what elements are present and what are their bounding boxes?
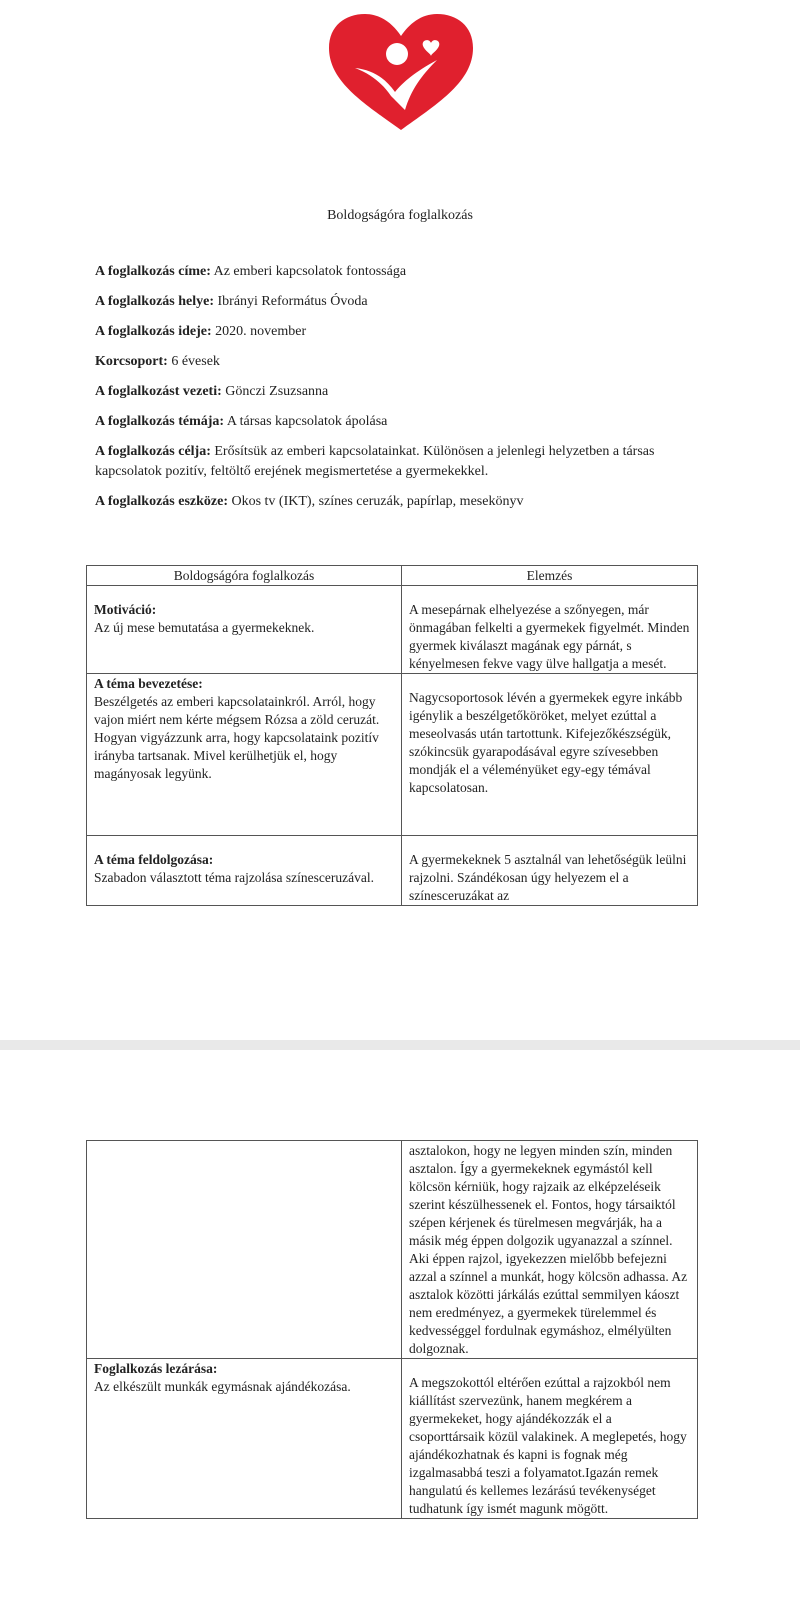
row-heading: A téma feldolgozása: (94, 852, 214, 867)
row-activity-cell (87, 1359, 402, 1519)
field-topic: A foglalkozás témája: A társas kapcsolatok ápolása (95, 414, 388, 429)
row-activity-cell (87, 674, 402, 836)
row-right-text: A gyermekeknek 5 asztalnál van lehetőségük leülni rajzolni. Szándékosan úgy helyezem el a színesceruzákat az (409, 852, 687, 903)
row-activity-cell (87, 836, 402, 906)
row-heading: A téma bevezetése: (94, 676, 203, 691)
field-title: A foglalkozás címe: Az emberi kapcsolatok fontossága (95, 264, 407, 279)
row-activity-cell (87, 586, 402, 674)
row-left-text: Az új mese bemutatása a gyermekeknek. (94, 620, 315, 635)
row-right-text: A mesepárnak elhelyezése a szőnyegen, már önmagában felkelti a gyermekek figyelmét. Minden gyermek kiválaszt magának egy párnát, s kényelmesen fekve vagy ülve hallgatja a mesét. (409, 602, 690, 671)
row-activity-cell (87, 1141, 402, 1359)
field-date: A foglalkozás ideje: 2020. november (95, 324, 307, 339)
activity-table-continued (86, 1140, 698, 1519)
row-analysis-cell (402, 586, 698, 674)
table-header-row (87, 566, 698, 586)
field-tools: A foglalkozás eszköze: Okos tv (IKT), színes ceruzák, papírlap, mesekönyv (95, 494, 524, 509)
row-analysis-cell (402, 1141, 698, 1359)
header-activity: Boldogságóra foglalkozás (87, 566, 402, 586)
table-row (87, 836, 698, 906)
row-right-text: Nagycsoportosok lévén a gyermekek egyre inkább igénylik a beszélgetőköröket, melyet ezúttal a meseolvasás után tartottunk. Kifejezőkészségük, szókincsük gyarapodásával egyre szívesebben mondják el a véleményüket egy-egy témával kapcsolatosan. (409, 690, 683, 795)
row-right-text: asztalokon, hogy ne legyen minden szín, minden asztalon. Így a gyermekeknek egymástól kell kölcsön kérniük, hogy rajzaik az elképzeléseik szerint készülhessenek el. Fontos, hogy társaiktól szépen kérjenek és türelmesen megvárják, ha a másik még éppen dolgozik ugyanazzal a színnel. Aki éppen rajzol, igyekezzen mielőbb befejezni azzal a színnel a munkát, hogy kölcsön adhassa. Az asztalok közötti járkálás ezúttal semmilyen káoszt nem eredményez, a gyermekek türelemmel és kedvességgel fordulnak egymáshoz, elmélyülten dolgoznak. (409, 1143, 688, 1356)
table-row (87, 674, 698, 836)
row-heading: Motiváció: (94, 602, 157, 617)
header-analysis: Elemzés (402, 566, 698, 586)
table-row (87, 1359, 698, 1519)
table-row (87, 586, 698, 674)
row-analysis-cell (402, 674, 698, 836)
field-age-group: Korcsoport: 6 évesek (95, 354, 220, 369)
heart-logo-icon (325, 12, 477, 132)
field-leader: A foglalkozást vezeti: Gönczi Zsuzsanna (95, 384, 329, 399)
field-location: A foglalkozás helye: Ibrányi Református Óvoda (95, 294, 368, 309)
row-analysis-cell (402, 836, 698, 906)
activity-table (86, 565, 698, 906)
document-title: Boldogságóra foglalkozás (327, 208, 473, 223)
document-page-2 (0, 1050, 800, 1614)
page-break (0, 1040, 800, 1050)
row-left-text: Beszélgetés az emberi kapcsolatainkról. Arról, hogy vajon miért nem kérte mégsem Rózsa a zöld ceruzát. Hogyan vigyázzunk arra, hogy kapcsolataink pozitív irányba tartsanak. Mivel kerülhetjük el, hogy magányosak legyünk. (94, 694, 380, 781)
table-row (87, 1141, 698, 1359)
row-heading: Foglalkozás lezárása: (94, 1361, 218, 1376)
field-goal: A foglalkozás célja: Erősítsük az emberi kapcsolatainkat. Különösen a jelenlegi helyzetben a társas kapcsolatok pozitív, feltöltő erejének megismertetése a gyermekekkel. (95, 444, 655, 479)
row-right-text: A megszokottól eltérően ezúttal a rajzokból nem kiállítást szervezünk, hanem megkérem a gyermekeket, hogy ajándékozzák el a csoporttársaik közül valakinek. A meglepetés, hogy ajándékozhatnak és kapni is fognak még izgalmasabbá teszi a folyamatot.Igazán remek hangulatú és kellemes lezárású tevékenységet tudhatunk így ismét magunk mögött. (409, 1375, 687, 1516)
row-analysis-cell (402, 1359, 698, 1519)
row-left-text: Az elkészült munkák egymásnak ajándékozása. (94, 1379, 351, 1394)
row-left-text: Szabadon választott téma rajzolása színesceruzával. (94, 870, 374, 885)
